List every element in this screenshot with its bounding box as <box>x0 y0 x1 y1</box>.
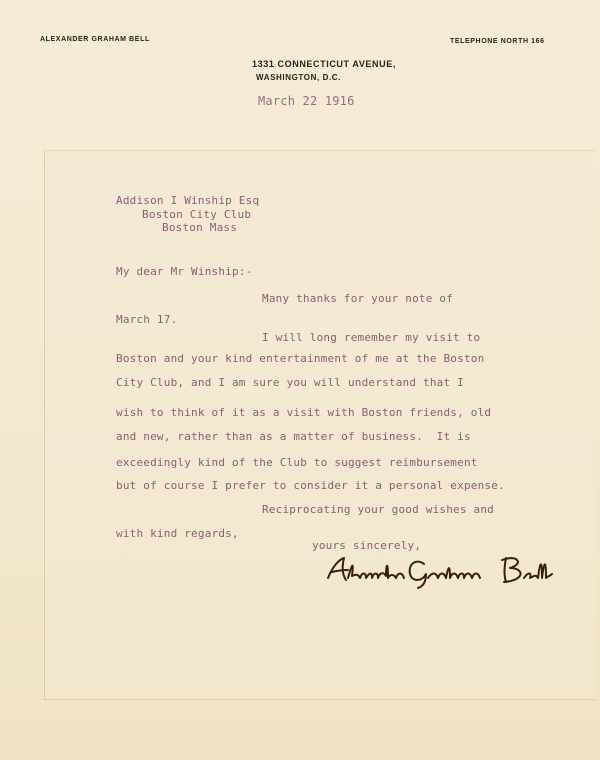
closing: yours sincerely, <box>312 539 422 552</box>
body-line: I will long remember my visit to <box>262 331 481 344</box>
letter-date: March 22 1916 <box>258 94 355 108</box>
letterhead-name: ALEXANDER GRAHAM BELL <box>40 36 150 43</box>
body-line: wish to think of it as a visit with Boston friends, old <box>116 406 492 419</box>
recipient-club: Boston City Club <box>142 208 252 221</box>
handwritten-signature <box>324 550 564 590</box>
body-line: Boston and your kind entertainment of me at the Boston <box>116 352 485 365</box>
body-line: and new, rather than as a matter of business. It is <box>116 430 471 443</box>
letterhead-telephone: TELEPHONE NORTH 166 <box>450 38 545 45</box>
paper-sheet-edge <box>44 150 595 700</box>
recipient-city: Boston Mass <box>162 221 238 234</box>
body-line: but of course I prefer to consider it a personal expense. <box>116 479 505 492</box>
salutation: My dear Mr Winship:- <box>116 265 253 278</box>
recipient-name: Addison I Winship Esq <box>116 194 260 207</box>
body-line: Reciprocating your good wishes and <box>262 503 494 516</box>
body-line: March 17. <box>116 313 178 326</box>
letterhead-address: 1331 CONNECTICUT AVENUE, <box>252 59 396 69</box>
body-line: exceedingly kind of the Club to suggest reimbursement <box>116 456 478 469</box>
letterhead-city: WASHINGTON, D.C. <box>256 73 342 82</box>
body-line: Many thanks for your note of <box>262 292 454 305</box>
body-line: with kind regards, <box>116 527 239 540</box>
body-line: City Club, and I am sure you will understand that I <box>116 376 464 389</box>
